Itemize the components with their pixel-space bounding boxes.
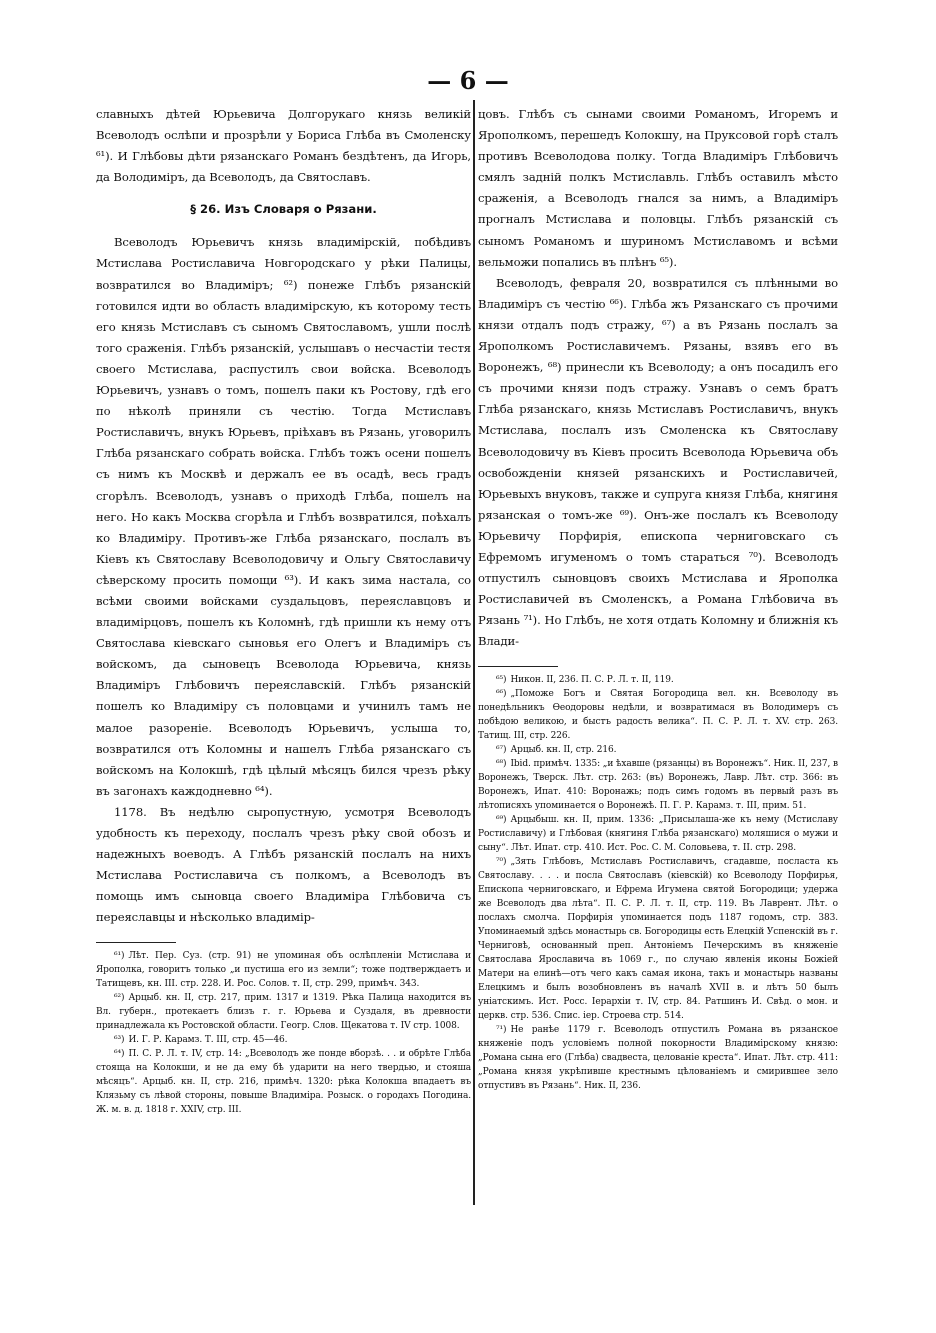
footnotes — [478, 673, 838, 1093]
footnote — [96, 1033, 471, 1047]
footnote-text: „Зять Глѣбовъ, Мстиславъ Ростиславичъ, сгадавше, посласта къ Святославу. . . . и посла Святославъ (кіевскій) ко Всеволоду Порфирья, Епископа черниговскаго, и Ефрема Игумена святой Богородици; удержа же Всеволодъ два лѣта“. П. С. Р. Л. т. II, стр. 119. Въ Лаврент. Лѣт. о послахъ смолча. Порфирія упоминается подъ 1187 годомъ, стр. 383. Упоминаемый здѣсь монастырь св. Богородицы есть Елецкій Успенскій въ г. Черниговѣ, основанный преп. Антоніемъ Печерскимъ въ княженіе Святослава Ярославича въ 1069 г., по случаю явленія иконы Божіей Матери на елинѣ—отъ чего какъ самая икона, такъ и монастырь названы Елецкимъ и былъ возобновленъ въ началѣ XVII в. и лѣтъ 50 былъ уніатскимъ. Ист. Росс. Іерархіи т. IV, стр. 84. Ратшинъ И. Свѣд. о мон. и церкв. стр. 536. Спис. іер. Строева стр. 514. — [478, 857, 838, 1022]
footnote — [478, 673, 838, 687]
footnote — [478, 1023, 838, 1093]
footnote-text: „Поможе Богъ и Святая Богородица вел. кн. Всеволоду въ понедѣльникъ Ѳеодоровы недѣли, и возвратимася въ Володимеръ съ побѣдою великою, и быстъ радость велика“. П. С. Р. Л. т. XV. стр. 263. Татищ. III, стр. 226. — [478, 689, 838, 742]
footnotes — [96, 949, 471, 1117]
paragraph: цовъ. Глѣбъ съ сынами своими Романомъ, Игоремъ и Ярополкомъ, перешедъ Колокшу, на Пруксовой горѣ сталъ противъ Всеволодова полку. Тогда Владиміръ Глѣбовичъ смялъ задній полкъ Мстиславль. Глѣбъ оставилъ мѣсто сраженія, а Всеволодъ гнался за нимъ, а Владиміръ прогналъ Мстислава и половцы. Глѣбъ рязанскій съ сыномъ Романомъ и шуриномъ Мстиславомъ и всѣми вельможи попались въ плѣнъ ⁶⁵). — [478, 107, 838, 269]
footnote-text: Лѣт. Пер. Суз. (стр. 91) не упоминая объ ослѣпленіи Мстислава и Ярополка, говоритъ только „и пустиша его из земли“; тоже подтверждаетъ и Татищевъ, кн. III. стр. 228. И. Рос. Солов. т. II, стр. 299, примѣч. 343. — [96, 951, 471, 990]
paragraph: Всеволодъ Юрьевичъ князь владимірскій, побѣдивъ Мстислава Ростиславича Новгородскаго у рѣки Палицы, возвратился во Владиміръ; ⁶²) понеже Глѣбъ рязанскій готовился идти во область владимірскую, къ которому тесть его князь Мстиславъ съ сыномъ Святославомъ, ушли послѣ того сраженія. Глѣбъ рязанскій, услышавъ о несчастіи тестя своего Мстислава, распустилъ свои войска. Всеволодъ Юрьевичъ, узнавъ о томъ, пошелъ паки къ Ростову, гдѣ его по нѣколѣ приняли съ честію. Тогда Мстиславъ Ростиславичъ, внукъ Юрьевъ, пріѣхавъ въ Рязань, уговорилъ Глѣба рязанскаго собрать войска. Глѣбъ тожъ осени пошелъ съ нимъ къ Москвѣ и держалъ ее въ осадѣ, весь градъ сгорѣлъ. Всеволодъ, узнавъ о приходѣ Глѣба, пошелъ на него. Но какъ Москва сгорѣла и Глѣбъ возвратился, поѣхалъ ко Владиміру. Противъ-же Глѣба рязанскаго, послалъ въ Кіевъ къ Святославу Всеволодовичу и Ольгу Святославичу сѣверскому просить помощи ⁶³). И какъ зима настала, со всѣми своими войсками суздальцовъ, переяславцовъ и владимірцовъ, пошелъ къ Коломнѣ, гдѣ пришли къ нему отъ Святослава кіевскаго сыновья его Олегъ и Владиміръ съ войскомъ, да сыновецъ Всеволода Юрьевича, князь Владиміръ Глѣбовичъ переяславскій. Глѣбъ рязанскій пошелъ ко Владиміру съ половцами и учинилъ тамъ не малое разореніе. Всеволодъ Юрьевичъ, услыша то, возвратился отъ Коломны и нашелъ Глѣба рязанскаго съ войскомъ на Колокшѣ, гдѣ цѣлый мѣсяцъ бился чрезъ рѣку въ загонахъ каждодневно ⁶⁴). — [96, 235, 471, 798]
footnote-text: Арцыб. кн. II, стр. 216. — [510, 745, 617, 756]
footnote-text: Арцыб. кн. II, стр. 217, прим. 1317 и 1319. Рѣка Палица находится въ Вл. губерн., протекаетъ близъ г. г. Юрьева и Суздаля, въ древности принадлежала къ Ростовской области. Геогр. Слов. Щекатова т. IV стр. 1008. — [96, 993, 471, 1032]
footnote-text: И. Г. Р. Карамз. Т. III, стр. 45—46. — [128, 1035, 288, 1046]
footnote-number: ⁶⁹) — [496, 815, 507, 826]
page-number: — 6 — — [427, 66, 509, 95]
footnote — [478, 687, 838, 743]
footnote-text: П. С. Р. Л. т. IV, стр. 14: „Всеволодъ же понде вборзѣ. . . и обрѣте Глѣба стояща на Колокши, и не да ему бѣ ударити на него твердью, и стояша мѣсяцъ“. Арцыб. кн. II, стр. 216, примѣч. 1320: рѣка Колокша впадаетъ въ Клязьму съ лѣвой стороны, повыше Владиміра. Розыск. о городахъ Погодина. Ж. м. в. д. 1818 г. XXIV, стр. III. — [96, 1049, 471, 1116]
paragraph: Всеволодъ, февраля 20, возвратился съ плѣнными во Владиміръ съ честію ⁶⁶). Глѣба жъ Рязанскаго съ прочими князи отдалъ подъ стражу, ⁶⁷) а въ Рязань послалъ за Ярополкомъ Ростиславичемъ. Рязаны, взявъ его въ Воронежъ, ⁶⁸) принесли къ Всеволоду; а онъ посадилъ его съ прочими князи подъ стражу. Узнавъ о семъ братъ Глѣба рязанскаго, князь Мстиславъ Ростиславичъ, внукъ Мстислава, послалъ изъ Смоленска къ Святославу Всеволодовичу въ Кіевъ просить Всеволода Юрьевича объ освобожденіи князей рязанскихъ и Ростиславичей, Юрьевыхъ внуковъ, также и супруга князя Глѣба, княгиня рязанская о томъ-же ⁶⁹). Онъ-же послалъ къ Всеволоду Юрьевичу Порфирія, епископа черниговскаго съ Ефремомъ игуменомъ о томъ стараться ⁷⁰). Всеволодъ отпустилъ сыновцовъ своихъ Мстислава и Ярополка Ростиславичей въ Смоленскъ, а Романа Глѣбовича въ Рязань ⁷¹). Но Глѣбъ, не хотя отдать Коломну и ближнія къ Влади- — [478, 275, 838, 649]
footnote-text: Ibid. примѣч. 1335: „и ѣхавше (рязанцы) въ Воронежъ“. Ник. II, 237, в Воронежъ, Тверск. Лѣт. стр. 263: (въ) Воронежъ, Лавр. Лѣт. стр. 366: въ Воронежъ, Ипат. 410: Воронажь; подъ симъ годомъ въ первый разъ въ лѣтописяхъ упоминается о Воронежѣ. П. Г. Р. Карамз. т. III, прим. 51. — [478, 759, 838, 812]
right-column — [478, 104, 838, 1093]
footnote — [478, 813, 838, 855]
section-heading: § 26. Изъ Словаря о Рязани. — [190, 202, 377, 217]
footnote — [478, 757, 838, 813]
footnote — [478, 855, 838, 1023]
footnote — [96, 991, 471, 1033]
footnote-number: ⁷⁰) — [496, 857, 507, 868]
footnote — [478, 743, 838, 757]
column-divider — [473, 100, 475, 1205]
footnote — [96, 949, 471, 991]
footnote-number: ⁶³) — [114, 1035, 125, 1046]
footnote-number: ⁶¹) — [114, 951, 125, 962]
footnote-text: Арцыбыш. кн. II, прим. 1336: „Присылаша-же къ нему (Мстиславу Ростиславичу) и Глѣбовая (княгиня Глѣба рязанскаго) моляшися о мужи и сыну“. Лѣт. Ипат. стр. 410. Ист. Рос. С. М. Соловьева, т. II. стр. 298. — [478, 815, 838, 854]
footnote-number: ⁶⁴) — [114, 1049, 125, 1060]
footnote — [96, 1047, 471, 1117]
footnote-rule — [478, 666, 558, 667]
left-column — [96, 104, 471, 1117]
paragraph: славныхъ дѣтей Юрьевича Долгорукаго князь великій Всеволодъ ослѣпи и прозрѣли у Бориса Глѣба въ Смоленску ⁶¹). И Глѣбовы дѣти рязанскаго Романъ бездѣтенъ, да Игорь, да Володиміръ, да Всеволодъ, да Святославъ. — [96, 107, 471, 185]
footnote-number: ⁶⁶) — [496, 689, 507, 700]
paragraph: 1178. Въ недѣлю сыропустную, усмотря Всеволодъ удобность къ переходу, послалъ чрезъ рѣку свой обозъ и надежныхъ воеводъ. А Глѣбъ рязанскій послалъ на нихъ Мстислава Ростиславича съ полкомъ, а Всеволодъ въ помощь имъ сыновца своего Владиміра Глѣбовича съ переяславцы и нѣсколько владимір- — [96, 804, 471, 925]
footnote-number: ⁷¹) — [496, 1025, 507, 1036]
footnote-number: ⁶⁵) — [496, 675, 507, 686]
footnote-text: Никон. II, 236. П. С. Р. Л. т. II, 119. — [510, 675, 674, 686]
footnote-number: ⁶²) — [114, 993, 125, 1004]
footnote-rule — [96, 942, 176, 943]
footnote-text: Не ранѣе 1179 г. Всеволодъ отпустилъ Романа въ рязанское княженіе подъ условіемъ полной покорности Владимірскому князю: „Романа сына его (Глѣба) свадвеста, целованіе креста“. Ипат. Лѣт. стр. 411: „Романа князя укрѣпивше крестнымъ цѣлованіемъ и смирившее зело отпустивъ въ Рязань“. Ник. II, 236. — [478, 1025, 838, 1092]
footnote-number: ⁶⁸) — [496, 759, 507, 770]
footnote-number: ⁶⁷) — [496, 745, 507, 756]
